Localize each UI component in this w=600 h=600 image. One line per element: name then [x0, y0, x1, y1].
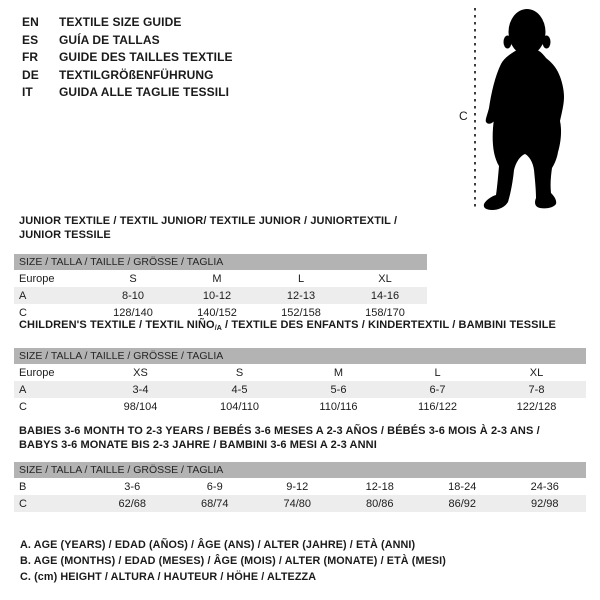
size-value-cell: 98/104 [123, 400, 158, 413]
children-size-table [14, 364, 586, 415]
section-title-children [19, 318, 586, 336]
table-row [14, 398, 586, 415]
language-code: ES [22, 32, 39, 47]
silhouette-body [484, 50, 564, 210]
size-value-cell: M [212, 272, 222, 285]
footnote-b: B. AGE (MONTHS) / EDAD (MESES) / ÂGE (MOIS) / ALTER (MONATE) / ETÀ (MESI) [20, 555, 446, 567]
size-value-cell: 6-9 [206, 480, 223, 493]
size-value-cell: 18-24 [448, 480, 477, 493]
size-value-cell: L [297, 272, 305, 285]
size-value-cell: S [129, 272, 137, 285]
row-label-cell: C [14, 495, 91, 512]
silhouette-ear-right [543, 36, 551, 49]
language-row [22, 14, 233, 32]
size-value-cell: 116/122 [418, 400, 457, 413]
row-label-cell: Europe [19, 272, 55, 285]
size-value-cell: 6-7 [388, 381, 487, 398]
title-line-2: BABYS 3-6 MONATE BIS 2-3 JAHRE / BAMBINI 3-6 MESI A 2-3 ANNI [19, 439, 377, 451]
row-label-cell: A [14, 381, 91, 398]
size-value-cell: 3-4 [91, 381, 190, 398]
language-row [22, 49, 233, 67]
size-value-cell: 140/152 [197, 306, 237, 319]
size-value-cell: 110/116 [319, 400, 358, 413]
language-code: DE [22, 67, 39, 82]
size-value-cell: 68/74 [174, 495, 257, 512]
guide-title: GUÍA DE TALLAS [59, 32, 160, 47]
size-value-cell: XL [378, 272, 392, 285]
size-value-cell: XS [133, 366, 148, 379]
size-value-cell: 24-36 [530, 480, 559, 493]
size-value-cell: M [333, 366, 344, 379]
section-children-textile [14, 318, 586, 415]
title-text: / TEXTILE DES ENFANTS / KINDERTEXTIL / BAMBINI TESSILE [221, 319, 556, 331]
size-header-bar: SIZE / TALLA / TAILLE / GRÖSSE / TAGLIA [14, 254, 427, 270]
table-row [14, 478, 586, 495]
table-row [14, 495, 586, 512]
title-line-1: BABIES 3-6 MONTH TO 2-3 YEARS / BEBÉS 3-6 MESES A 2-3 AÑOS / BÉBÉS 3-6 MOIS À 2-3 ANS / [19, 425, 540, 437]
section-title-babies [19, 424, 586, 452]
size-value-cell: 12-18 [365, 480, 394, 493]
guide-title: GUIDA ALLE TAGLIE TESSILI [59, 85, 230, 100]
size-value-cell: 158/170 [365, 306, 405, 319]
size-value-cell: 86/92 [421, 495, 504, 512]
guide-title: TEXTILE SIZE GUIDE [59, 15, 182, 29]
language-code: EN [22, 15, 39, 29]
language-code: FR [22, 50, 39, 65]
toddler-figure-svg [450, 0, 600, 230]
table-row [14, 364, 586, 381]
row-label-cell: C [19, 306, 27, 319]
section-junior-textile [14, 214, 427, 321]
guide-title: GUIDE DES TAILLES TEXTILE [59, 50, 233, 65]
size-value-cell: 74/80 [256, 495, 339, 512]
height-measure-label: C [459, 109, 468, 123]
size-value-cell: 12-13 [259, 287, 343, 304]
babies-size-table [14, 478, 586, 512]
junior-size-table [14, 270, 427, 321]
size-value-cell: 9-12 [286, 480, 309, 493]
table-row [14, 381, 586, 398]
table-row [14, 270, 427, 287]
size-value-cell: 3-6 [124, 480, 141, 493]
size-value-cell: S [235, 366, 244, 379]
size-value-cell: 80/86 [339, 495, 422, 512]
size-value-cell: 62/68 [91, 495, 174, 512]
language-code: IT [22, 85, 33, 100]
size-value-cell: 128/140 [113, 306, 153, 319]
guide-title: TEXTILGRÖßENFÜHRUNG [59, 67, 214, 82]
size-value-cell: 4-5 [190, 381, 289, 398]
silhouette-ear-left [504, 36, 512, 49]
language-title-list [22, 14, 233, 102]
toddler-silhouette-icon [484, 9, 564, 210]
table-row [14, 287, 427, 304]
toddler-figure [450, 0, 600, 230]
title-text: CHILDREN'S TEXTILE / TEXTIL NIÑO [19, 319, 215, 331]
language-row [22, 32, 233, 50]
row-label-cell: B [19, 480, 27, 493]
silhouette-head [509, 9, 546, 55]
row-label-cell: Europe [19, 366, 55, 379]
section-babies-textile [14, 424, 586, 512]
language-row [22, 67, 233, 85]
size-header-bar: SIZE / TALLA / TAILLE / GRÖSSE / TAGLIA [14, 462, 586, 478]
size-value-cell: XL [529, 366, 544, 379]
title-subscript: /A [214, 325, 222, 332]
footnote-a: A. AGE (YEARS) / EDAD (AÑOS) / ÂGE (ANS) / ALTER (JAHRE) / ETÀ (ANNI) [20, 539, 416, 551]
size-value-cell: 7-8 [487, 381, 586, 398]
section-title-junior: JUNIOR TEXTILE / TEXTIL JUNIOR/ TEXTILE JUNIOR / JUNIORTEXTIL / JUNIOR TESSILE [19, 215, 398, 241]
language-row [22, 84, 233, 102]
size-value-cell: 5-6 [289, 381, 388, 398]
size-value-cell: L [434, 366, 441, 379]
footnote-c: C. (cm) HEIGHT / ALTURA / HAUTEUR / HÖHE / ALTEZZA [20, 571, 317, 583]
row-label-cell: C [19, 400, 27, 413]
size-value-cell: 92/98 [504, 495, 587, 512]
footnotes [20, 537, 446, 585]
size-value-cell: 104/110 [220, 400, 259, 413]
size-value-cell: 152/158 [281, 306, 321, 319]
size-value-cell: 10-12 [175, 287, 259, 304]
row-label-cell: A [14, 287, 91, 304]
size-value-cell: 8-10 [91, 287, 175, 304]
size-header-bar: SIZE / TALLA / TAILLE / GRÖSSE / TAGLIA [14, 348, 586, 364]
size-value-cell: 14-16 [343, 287, 427, 304]
size-value-cell: 122/128 [516, 400, 557, 413]
